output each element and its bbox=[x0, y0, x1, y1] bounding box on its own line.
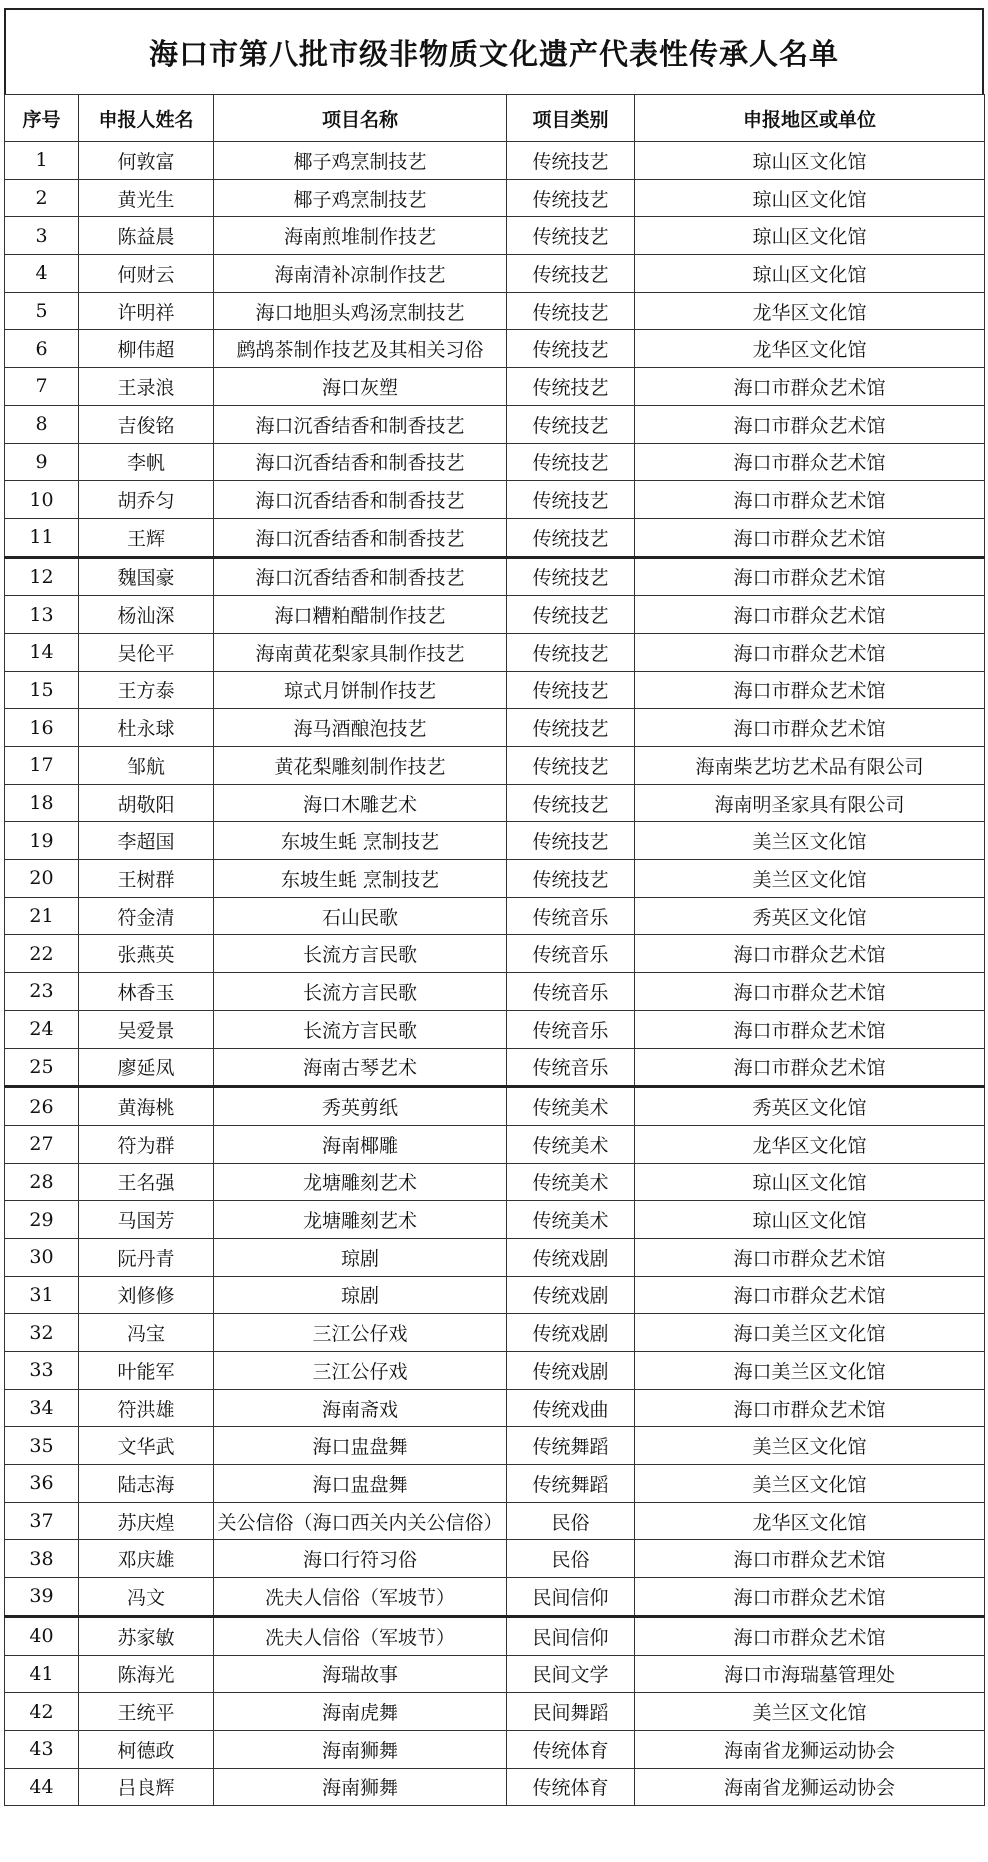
cell-unit: 海口市群众艺术馆 bbox=[635, 973, 985, 1011]
cell-name: 刘修修 bbox=[79, 1276, 214, 1314]
table-row bbox=[5, 557, 985, 596]
table-row bbox=[5, 405, 985, 443]
cell-index: 29 bbox=[5, 1201, 79, 1239]
cell-category: 传统戏剧 bbox=[507, 1352, 635, 1390]
cell-project: 海口沉香结香和制香技艺 bbox=[214, 518, 507, 557]
cell-unit: 海口美兰区文化馆 bbox=[635, 1352, 985, 1390]
cell-unit: 海口市群众艺术馆 bbox=[635, 1010, 985, 1048]
cell-project: 冼夫人信俗（军坡节） bbox=[214, 1616, 507, 1655]
cell-project: 海南煎堆制作技艺 bbox=[214, 217, 507, 255]
cell-index: 15 bbox=[5, 671, 79, 709]
cell-name: 林香玉 bbox=[79, 973, 214, 1011]
cell-category: 传统音乐 bbox=[507, 973, 635, 1011]
cell-name: 柯德政 bbox=[79, 1730, 214, 1768]
cell-name: 胡乔匀 bbox=[79, 481, 214, 519]
cell-name: 陈海光 bbox=[79, 1655, 214, 1693]
cell-name: 杨汕深 bbox=[79, 596, 214, 634]
cell-index: 5 bbox=[5, 292, 79, 330]
cell-unit: 海口市群众艺术馆 bbox=[635, 671, 985, 709]
cell-name: 黄光生 bbox=[79, 179, 214, 217]
cell-category: 传统技艺 bbox=[507, 518, 635, 557]
cell-name: 叶能军 bbox=[79, 1352, 214, 1390]
cell-category: 传统舞蹈 bbox=[507, 1427, 635, 1465]
cell-category: 传统戏剧 bbox=[507, 1276, 635, 1314]
cell-project: 琼式月饼制作技艺 bbox=[214, 671, 507, 709]
table-row bbox=[5, 1465, 985, 1503]
cell-index: 33 bbox=[5, 1352, 79, 1390]
cell-index: 2 bbox=[5, 179, 79, 217]
cell-category: 传统技艺 bbox=[507, 255, 635, 293]
cell-name: 王名强 bbox=[79, 1163, 214, 1201]
table-row bbox=[5, 1730, 985, 1768]
cell-category: 传统音乐 bbox=[507, 1010, 635, 1048]
table-row bbox=[5, 1427, 985, 1465]
cell-name: 邹航 bbox=[79, 747, 214, 785]
cell-index: 13 bbox=[5, 596, 79, 634]
cell-name: 符为群 bbox=[79, 1125, 214, 1163]
cell-unit: 海口市群众艺术馆 bbox=[635, 1389, 985, 1427]
cell-project: 石山民歌 bbox=[214, 897, 507, 935]
table-row bbox=[5, 1389, 985, 1427]
cell-category: 民俗 bbox=[507, 1540, 635, 1578]
cell-unit: 美兰区文化馆 bbox=[635, 860, 985, 898]
cell-index: 28 bbox=[5, 1163, 79, 1201]
cell-project: 三江公仔戏 bbox=[214, 1352, 507, 1390]
cell-category: 民间文学 bbox=[507, 1655, 635, 1693]
cell-unit: 琼山区文化馆 bbox=[635, 255, 985, 293]
table-row bbox=[5, 1201, 985, 1239]
cell-project: 椰子鸡烹制技艺 bbox=[214, 179, 507, 217]
table-row bbox=[5, 1655, 985, 1693]
cell-category: 传统音乐 bbox=[507, 897, 635, 935]
cell-unit: 美兰区文化馆 bbox=[635, 1427, 985, 1465]
cell-category: 传统技艺 bbox=[507, 179, 635, 217]
table-row bbox=[5, 1768, 985, 1806]
cell-index: 8 bbox=[5, 405, 79, 443]
cell-name: 王方泰 bbox=[79, 671, 214, 709]
cell-index: 23 bbox=[5, 973, 79, 1011]
cell-category: 传统美术 bbox=[507, 1125, 635, 1163]
cell-category: 传统技艺 bbox=[507, 217, 635, 255]
cell-project: 椰子鸡烹制技艺 bbox=[214, 142, 507, 180]
cell-project: 龙塘雕刻艺术 bbox=[214, 1163, 507, 1201]
cell-project: 海口沉香结香和制香技艺 bbox=[214, 481, 507, 519]
cell-index: 39 bbox=[5, 1578, 79, 1617]
cell-category: 传统美术 bbox=[507, 1163, 635, 1201]
cell-unit: 美兰区文化馆 bbox=[635, 1693, 985, 1731]
table-row bbox=[5, 784, 985, 822]
table-row bbox=[5, 860, 985, 898]
table-header-row bbox=[5, 95, 985, 142]
cell-unit: 龙华区文化馆 bbox=[635, 330, 985, 368]
cell-index: 19 bbox=[5, 822, 79, 860]
table-row bbox=[5, 596, 985, 634]
cell-unit: 琼山区文化馆 bbox=[635, 1201, 985, 1239]
cell-project: 长流方言民歌 bbox=[214, 973, 507, 1011]
cell-name: 吴伦平 bbox=[79, 633, 214, 671]
cell-project: 海口沉香结香和制香技艺 bbox=[214, 557, 507, 596]
cell-unit: 海南省龙狮运动协会 bbox=[635, 1768, 985, 1806]
cell-index: 14 bbox=[5, 633, 79, 671]
cell-index: 30 bbox=[5, 1238, 79, 1276]
cell-name: 阮丹青 bbox=[79, 1238, 214, 1276]
cell-project: 海南虎舞 bbox=[214, 1693, 507, 1731]
cell-index: 20 bbox=[5, 860, 79, 898]
cell-category: 民间舞蹈 bbox=[507, 1693, 635, 1731]
cell-unit: 海口市群众艺术馆 bbox=[635, 368, 985, 406]
cell-project: 关公信俗（海口西关内关公信俗） bbox=[214, 1502, 507, 1540]
cell-unit: 琼山区文化馆 bbox=[635, 142, 985, 180]
cell-name: 陈益晨 bbox=[79, 217, 214, 255]
header-category: 项目类别 bbox=[507, 95, 635, 142]
cell-category: 传统技艺 bbox=[507, 747, 635, 785]
table-row bbox=[5, 330, 985, 368]
cell-name: 胡敬阳 bbox=[79, 784, 214, 822]
cell-name: 苏家敏 bbox=[79, 1616, 214, 1655]
cell-index: 4 bbox=[5, 255, 79, 293]
cell-project: 海口盅盘舞 bbox=[214, 1427, 507, 1465]
table-row bbox=[5, 1087, 985, 1126]
cell-category: 传统技艺 bbox=[507, 443, 635, 481]
cell-project: 海瑞故事 bbox=[214, 1655, 507, 1693]
cell-unit: 秀英区文化馆 bbox=[635, 1087, 985, 1126]
cell-index: 22 bbox=[5, 935, 79, 973]
cell-unit: 海口市群众艺术馆 bbox=[635, 1616, 985, 1655]
cell-unit: 海口市群众艺术馆 bbox=[635, 1578, 985, 1617]
cell-name: 李超国 bbox=[79, 822, 214, 860]
cell-category: 传统美术 bbox=[507, 1087, 635, 1126]
cell-index: 34 bbox=[5, 1389, 79, 1427]
table-row bbox=[5, 217, 985, 255]
cell-project: 海口糟粕醋制作技艺 bbox=[214, 596, 507, 634]
cell-category: 传统戏曲 bbox=[507, 1389, 635, 1427]
cell-project: 东坡生蚝 烹制技艺 bbox=[214, 822, 507, 860]
cell-category: 传统技艺 bbox=[507, 405, 635, 443]
cell-name: 苏庆煌 bbox=[79, 1502, 214, 1540]
cell-index: 43 bbox=[5, 1730, 79, 1768]
table-body bbox=[5, 142, 985, 1806]
cell-unit: 海南柴艺坊艺术品有限公司 bbox=[635, 747, 985, 785]
cell-name: 李帆 bbox=[79, 443, 214, 481]
cell-category: 民间信仰 bbox=[507, 1578, 635, 1617]
cell-name: 张燕英 bbox=[79, 935, 214, 973]
cell-unit: 海口市群众艺术馆 bbox=[635, 557, 985, 596]
cell-index: 32 bbox=[5, 1314, 79, 1352]
table-row bbox=[5, 292, 985, 330]
cell-unit: 琼山区文化馆 bbox=[635, 1163, 985, 1201]
table-row bbox=[5, 1540, 985, 1578]
cell-project: 龙塘雕刻艺术 bbox=[214, 1201, 507, 1239]
cell-project: 海口地胆头鸡汤烹制技艺 bbox=[214, 292, 507, 330]
cell-project: 海口行符习俗 bbox=[214, 1540, 507, 1578]
cell-project: 黄花梨雕刻制作技艺 bbox=[214, 747, 507, 785]
table-row bbox=[5, 142, 985, 180]
table-row bbox=[5, 255, 985, 293]
cell-name: 符金清 bbox=[79, 897, 214, 935]
cell-index: 24 bbox=[5, 1010, 79, 1048]
cell-category: 传统体育 bbox=[507, 1768, 635, 1806]
cell-project: 海南古琴艺术 bbox=[214, 1048, 507, 1087]
cell-project: 海口沉香结香和制香技艺 bbox=[214, 405, 507, 443]
cell-name: 杜永球 bbox=[79, 709, 214, 747]
cell-name: 何财云 bbox=[79, 255, 214, 293]
cell-project: 琼剧 bbox=[214, 1276, 507, 1314]
cell-name: 王辉 bbox=[79, 518, 214, 557]
cell-category: 传统美术 bbox=[507, 1201, 635, 1239]
table-row bbox=[5, 1616, 985, 1655]
cell-category: 传统技艺 bbox=[507, 671, 635, 709]
table-row bbox=[5, 1502, 985, 1540]
cell-name: 吉俊铭 bbox=[79, 405, 214, 443]
cell-index: 11 bbox=[5, 518, 79, 557]
cell-category: 传统技艺 bbox=[507, 368, 635, 406]
cell-category: 传统舞蹈 bbox=[507, 1465, 635, 1503]
table-row bbox=[5, 481, 985, 519]
cell-project: 海南斋戏 bbox=[214, 1389, 507, 1427]
cell-project: 海口灰塑 bbox=[214, 368, 507, 406]
cell-name: 冯宝 bbox=[79, 1314, 214, 1352]
cell-index: 16 bbox=[5, 709, 79, 747]
cell-unit: 海南省龙狮运动协会 bbox=[635, 1730, 985, 1768]
cell-category: 传统技艺 bbox=[507, 784, 635, 822]
cell-name: 许明祥 bbox=[79, 292, 214, 330]
cell-category: 传统技艺 bbox=[507, 292, 635, 330]
cell-index: 44 bbox=[5, 1768, 79, 1806]
cell-index: 3 bbox=[5, 217, 79, 255]
table-row bbox=[5, 897, 985, 935]
cell-index: 25 bbox=[5, 1048, 79, 1087]
cell-name: 马国芳 bbox=[79, 1201, 214, 1239]
cell-index: 37 bbox=[5, 1502, 79, 1540]
cell-unit: 龙华区文化馆 bbox=[635, 1502, 985, 1540]
cell-name: 吴爱景 bbox=[79, 1010, 214, 1048]
cell-category: 民俗 bbox=[507, 1502, 635, 1540]
cell-category: 传统技艺 bbox=[507, 330, 635, 368]
cell-unit: 海口市群众艺术馆 bbox=[635, 633, 985, 671]
cell-category: 传统技艺 bbox=[507, 142, 635, 180]
cell-name: 王录浪 bbox=[79, 368, 214, 406]
table-row bbox=[5, 518, 985, 557]
cell-index: 42 bbox=[5, 1693, 79, 1731]
table-row bbox=[5, 1048, 985, 1087]
table-row bbox=[5, 1352, 985, 1390]
cell-index: 12 bbox=[5, 557, 79, 596]
cell-project: 长流方言民歌 bbox=[214, 1010, 507, 1048]
cell-project: 鹧鸪茶制作技艺及其相关习俗 bbox=[214, 330, 507, 368]
cell-unit: 海口市群众艺术馆 bbox=[635, 1540, 985, 1578]
cell-project: 长流方言民歌 bbox=[214, 935, 507, 973]
cell-name: 邓庆雄 bbox=[79, 1540, 214, 1578]
cell-category: 传统技艺 bbox=[507, 709, 635, 747]
header-index: 序号 bbox=[5, 95, 79, 142]
cell-name: 王统平 bbox=[79, 1693, 214, 1731]
header-name: 申报人姓名 bbox=[79, 95, 214, 142]
cell-unit: 海南明圣家具有限公司 bbox=[635, 784, 985, 822]
cell-name: 柳伟超 bbox=[79, 330, 214, 368]
cell-index: 18 bbox=[5, 784, 79, 822]
header-project: 项目名称 bbox=[214, 95, 507, 142]
title-box bbox=[4, 8, 984, 94]
cell-name: 黄海桃 bbox=[79, 1087, 214, 1126]
cell-project: 海南黄花梨家具制作技艺 bbox=[214, 633, 507, 671]
cell-index: 41 bbox=[5, 1655, 79, 1693]
table-row bbox=[5, 179, 985, 217]
header-unit: 申报地区或单位 bbox=[635, 95, 985, 142]
cell-unit: 美兰区文化馆 bbox=[635, 1465, 985, 1503]
cell-project: 三江公仔戏 bbox=[214, 1314, 507, 1352]
cell-category: 传统体育 bbox=[507, 1730, 635, 1768]
cell-project: 冼夫人信俗（军坡节） bbox=[214, 1578, 507, 1617]
table-row bbox=[5, 747, 985, 785]
cell-project: 海口沉香结香和制香技艺 bbox=[214, 443, 507, 481]
cell-index: 7 bbox=[5, 368, 79, 406]
cell-project: 海口木雕艺术 bbox=[214, 784, 507, 822]
cell-index: 1 bbox=[5, 142, 79, 180]
cell-index: 31 bbox=[5, 1276, 79, 1314]
table-row bbox=[5, 709, 985, 747]
cell-index: 21 bbox=[5, 897, 79, 935]
cell-index: 38 bbox=[5, 1540, 79, 1578]
cell-unit: 海口市群众艺术馆 bbox=[635, 405, 985, 443]
cell-name: 符洪雄 bbox=[79, 1389, 214, 1427]
document-title: 海口市第八批市级非物质文化遗产代表性传承人名单 bbox=[148, 36, 839, 71]
cell-unit: 海口市群众艺术馆 bbox=[635, 935, 985, 973]
cell-unit: 海口市群众艺术馆 bbox=[635, 443, 985, 481]
cell-name: 冯文 bbox=[79, 1578, 214, 1617]
cell-index: 17 bbox=[5, 747, 79, 785]
cell-index: 36 bbox=[5, 1465, 79, 1503]
cell-name: 吕良辉 bbox=[79, 1768, 214, 1806]
table-row bbox=[5, 822, 985, 860]
cell-unit: 海口市群众艺术馆 bbox=[635, 709, 985, 747]
table-row bbox=[5, 1578, 985, 1617]
table-row bbox=[5, 935, 985, 973]
table-row bbox=[5, 1010, 985, 1048]
cell-project: 海南狮舞 bbox=[214, 1768, 507, 1806]
cell-category: 传统技艺 bbox=[507, 596, 635, 634]
cell-name: 王树群 bbox=[79, 860, 214, 898]
table-row bbox=[5, 1693, 985, 1731]
cell-category: 传统戏剧 bbox=[507, 1238, 635, 1276]
table-row bbox=[5, 443, 985, 481]
table-row bbox=[5, 1163, 985, 1201]
cell-name: 陆志海 bbox=[79, 1465, 214, 1503]
cell-category: 传统技艺 bbox=[507, 860, 635, 898]
cell-name: 何敦富 bbox=[79, 142, 214, 180]
cell-project: 琼剧 bbox=[214, 1238, 507, 1276]
cell-unit: 海口市群众艺术馆 bbox=[635, 596, 985, 634]
cell-category: 传统技艺 bbox=[507, 481, 635, 519]
cell-unit: 琼山区文化馆 bbox=[635, 179, 985, 217]
cell-project: 海南清补凉制作技艺 bbox=[214, 255, 507, 293]
cell-index: 9 bbox=[5, 443, 79, 481]
cell-unit: 龙华区文化馆 bbox=[635, 1125, 985, 1163]
table-row bbox=[5, 1314, 985, 1352]
cell-category: 传统音乐 bbox=[507, 1048, 635, 1087]
cell-unit: 海口美兰区文化馆 bbox=[635, 1314, 985, 1352]
cell-unit: 海口市群众艺术馆 bbox=[635, 481, 985, 519]
cell-project: 海马酒酿泡技艺 bbox=[214, 709, 507, 747]
table-row bbox=[5, 368, 985, 406]
cell-project: 海南狮舞 bbox=[214, 1730, 507, 1768]
cell-unit: 秀英区文化馆 bbox=[635, 897, 985, 935]
cell-index: 10 bbox=[5, 481, 79, 519]
cell-unit: 龙华区文化馆 bbox=[635, 292, 985, 330]
cell-unit: 海口市群众艺术馆 bbox=[635, 1048, 985, 1087]
cell-index: 27 bbox=[5, 1125, 79, 1163]
cell-name: 廖延凤 bbox=[79, 1048, 214, 1087]
table-row bbox=[5, 1125, 985, 1163]
table-row bbox=[5, 633, 985, 671]
cell-project: 海口盅盘舞 bbox=[214, 1465, 507, 1503]
cell-name: 文华武 bbox=[79, 1427, 214, 1465]
cell-index: 6 bbox=[5, 330, 79, 368]
inheritor-table bbox=[4, 94, 985, 1806]
cell-name: 魏国豪 bbox=[79, 557, 214, 596]
cell-category: 传统技艺 bbox=[507, 633, 635, 671]
cell-category: 传统音乐 bbox=[507, 935, 635, 973]
cell-unit: 海口市海瑞墓管理处 bbox=[635, 1655, 985, 1693]
table-row bbox=[5, 973, 985, 1011]
cell-project: 海南椰雕 bbox=[214, 1125, 507, 1163]
cell-index: 26 bbox=[5, 1087, 79, 1126]
cell-index: 35 bbox=[5, 1427, 79, 1465]
cell-unit: 海口市群众艺术馆 bbox=[635, 1238, 985, 1276]
cell-category: 传统技艺 bbox=[507, 557, 635, 596]
cell-unit: 琼山区文化馆 bbox=[635, 217, 985, 255]
cell-category: 传统戏剧 bbox=[507, 1314, 635, 1352]
cell-unit: 海口市群众艺术馆 bbox=[635, 1276, 985, 1314]
cell-project: 东坡生蚝 烹制技艺 bbox=[214, 860, 507, 898]
cell-unit: 海口市群众艺术馆 bbox=[635, 518, 985, 557]
document-page bbox=[4, 8, 984, 1806]
cell-unit: 美兰区文化馆 bbox=[635, 822, 985, 860]
cell-index: 40 bbox=[5, 1616, 79, 1655]
cell-category: 民间信仰 bbox=[507, 1616, 635, 1655]
cell-project: 秀英剪纸 bbox=[214, 1087, 507, 1126]
table-row bbox=[5, 671, 985, 709]
table-row bbox=[5, 1276, 985, 1314]
cell-category: 传统技艺 bbox=[507, 822, 635, 860]
table-row bbox=[5, 1238, 985, 1276]
